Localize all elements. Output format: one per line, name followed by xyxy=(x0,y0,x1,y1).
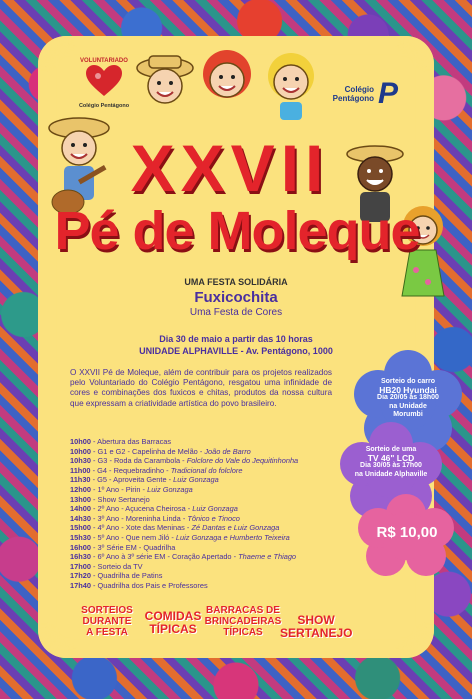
car-raffle-line: na Unidade xyxy=(389,402,427,410)
subtitle-kicker: UMA FESTA SOLIDÁRIA xyxy=(184,277,288,287)
schedule-row: 15h30 - 5º Ano - Que nem Jiló - Luiz Gonzaga e Humberto Teixeira xyxy=(70,532,290,542)
girl-red-hair-illustration xyxy=(198,44,256,124)
bottom-show-line: SHOW xyxy=(297,613,335,627)
schedule-row: 13h00 - Show Sertanejo xyxy=(70,494,150,504)
event-date: Dia 30 de maio a partir das 10 horas xyxy=(159,334,313,344)
intro-paragraph: O XXVII Pé de Moleque, além de contribuir para os projetos realizados pelo Voluntariado do Colégio Pentágono, resgatou uma infinidade de cores e combinações dos fuxicos e chitas, produtos da nossa cultura que expressam a criatividade artística do povo brasileiro. xyxy=(70,368,332,408)
schedule-row: 16h30 - 6º Ano à 3º série EM - Coração Apertado - Thaeme e Thiago xyxy=(70,552,297,562)
car-raffle-line: Morumbi xyxy=(393,410,423,418)
bottom-comidas-line: TÍPICAS xyxy=(149,622,197,636)
schedule-row: 17h20 - Quadrilha de Patins xyxy=(70,571,163,581)
tv-raffle-line: Sorteio de uma xyxy=(365,446,417,453)
subtitle-tagline: Uma Festa de Cores xyxy=(189,307,283,318)
schedule-row: 12h00 - 1º Ano - Pirin - Luiz Gonzaga xyxy=(70,484,193,494)
schedule-row: 10h00 - G1 e G2 - Capelinha de Melão - João de Barro xyxy=(70,446,251,456)
bottom-barracas xyxy=(204,605,282,638)
pentagono-logo xyxy=(322,79,398,109)
bottom-show xyxy=(280,614,352,640)
pentagono-p-mark: P xyxy=(378,77,399,110)
bottom-sorteios-line: DURANTE xyxy=(82,616,132,627)
bottom-barracas-line: BRINCADEIRAS xyxy=(204,616,282,627)
tv-raffle-line: TV 46" LCD xyxy=(367,453,415,464)
schedule-list xyxy=(70,437,360,591)
voluntariado-logo-top: VOLUNTARIADO xyxy=(80,58,128,64)
ticket-price: R$ 10,00 xyxy=(376,524,438,541)
bottom-barracas-line: BARRACAS DE xyxy=(206,605,280,616)
schedule-row: 14h30 - 3º Ano - Moreninha Linda - Tônico e Tinoco xyxy=(70,513,240,523)
bottom-comidas-line: COMIDAS xyxy=(144,609,202,623)
car-raffle-line: Dia 20/05 às 18h00 xyxy=(377,394,439,402)
schedule-row: 10h00 - Abertura das Barracas xyxy=(70,437,172,446)
tv-raffle-text xyxy=(346,446,436,479)
title-name: Pé de Moleque xyxy=(54,201,420,261)
bottom-show-line: SERTANEJO xyxy=(280,626,353,640)
car-raffle-line: HB20 Hyundai xyxy=(379,385,437,396)
tv-raffle-line: na Unidade Alphaville xyxy=(354,470,428,478)
schedule-row: 11h30 - G5 - Aproveita Gente - Luiz Gonzaga xyxy=(70,475,219,485)
pentagono-logo-line2: Pentágono xyxy=(332,94,374,103)
event-place: UNIDADE ALPHAVILLE - Av. Pentágono, 1000 xyxy=(139,346,333,356)
heart-hands-icon xyxy=(84,64,124,98)
car-raffle-line: Sorteio do carro xyxy=(380,378,436,385)
schedule-row: 11h00 - G4 - Requebradinho - Tradicional do folclore xyxy=(70,465,243,475)
car-raffle-text xyxy=(362,378,454,419)
boy-straw-hat-illustration xyxy=(135,48,195,128)
title-number: XXVII xyxy=(130,131,330,205)
voluntariado-logo-bottom: Colégio Pentágono xyxy=(78,103,130,109)
bottom-sorteios xyxy=(76,605,138,638)
bottom-comidas xyxy=(140,610,206,636)
tv-raffle-line: Dia 30/05 às 17h00 xyxy=(360,462,422,470)
schedule-row: 10h30 - G3 - Roda da Carambola - Folclore do Vale do Jequitinhonha xyxy=(70,456,299,466)
pentagono-logo-line1: Colégio xyxy=(344,85,374,94)
schedule-row: 16h00 - 3º Série EM - Quadrilha xyxy=(70,542,176,552)
schedule-row: 14h00 - 2º Ano - Açucena Cheirosa - Luiz Gonzaga xyxy=(70,504,238,514)
bottom-sorteios-line: SORTEIOS xyxy=(81,605,133,616)
girl-blonde-illustration xyxy=(262,46,320,126)
voluntariado-logo xyxy=(76,58,132,109)
subtitle-theme: Fuxicochita xyxy=(194,289,278,306)
schedule-row: 17h00 - Sorteio da TV xyxy=(70,561,143,571)
schedule-row: 17h40 - Quadrilha dos Pais e Professores xyxy=(70,580,208,590)
bottom-barracas-line: TÍPICAS xyxy=(223,627,263,638)
schedule-row: 15h00 - 4º Ano - Xote das Meninas - Zé Dantas e Luiz Gonzaga xyxy=(70,523,280,533)
bottom-sorteios-line: A FESTA xyxy=(86,627,128,638)
